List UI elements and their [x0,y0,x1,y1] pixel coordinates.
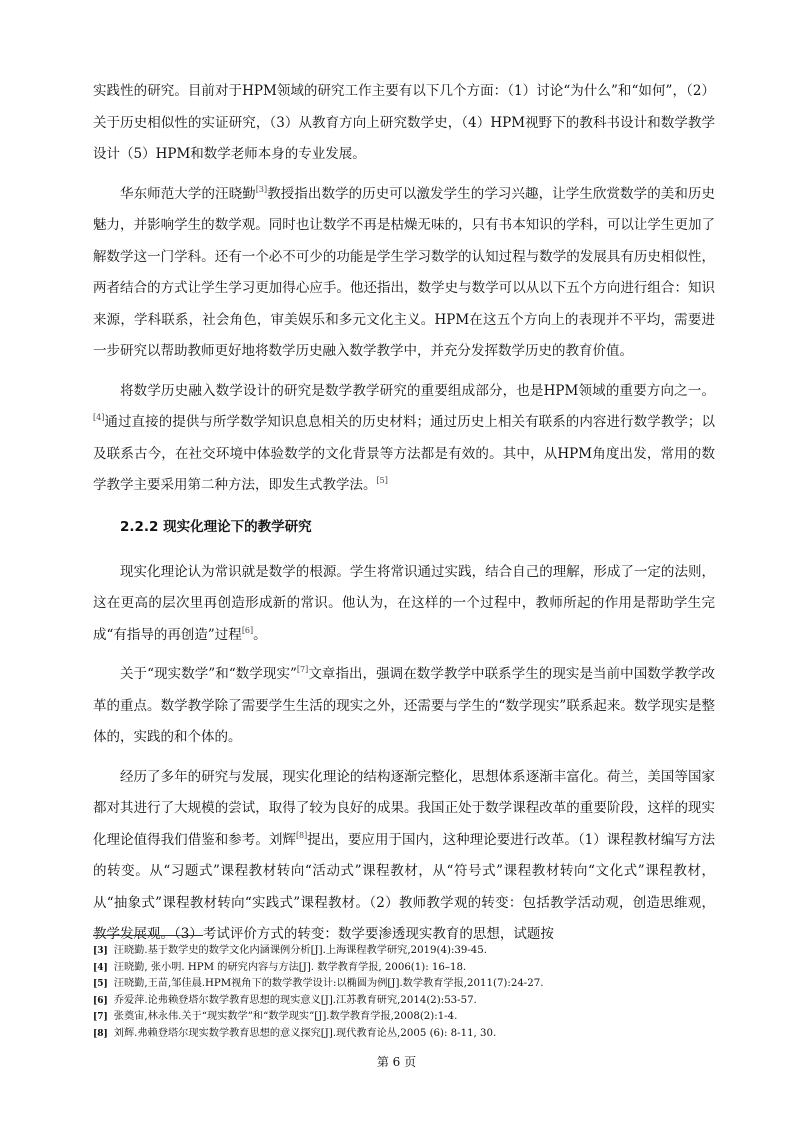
footnote-number: [4] [93,962,108,973]
paragraph-hpm-research-areas [93,76,715,171]
paragraph-text: 实践性的研究。目前对于HPM领域的研究工作主要有以下几个方面：（1）讨论“为什么”和“如何”，（2）关于历史相似性的实证研究，（3）从教育方向上研究数学史，（4）HPM视野下的教科书设计和数学教学设计（5）HPM和数学老师本身的专业发展。 [93,83,715,162]
paragraph-text: 通过直接的提供与所学数学知识息息相关的历史材料；通过历史上相关有联系的内容进行数学教学；以及联系古今，在社交环境中体验数学的文化背景等方法都是有效的。其中，从HPM角度出发，常用的数学教学主要采用第二种方法，即发生式教学法。 [93,414,715,493]
section-heading: 2.2.2 现实化理论下的教学研究 [120,518,312,535]
citation-ref-4[interactable]: [4] [93,413,105,422]
paragraph-reform [93,762,715,951]
paragraph-text: 现实化理论认为常识就是数学的根源。学生将常识通过实践，结合自己的理解，形成了一定的法则，这在更高的层次里再创造形成新的常识。他认为，在这样的一个过程中，教师所起的作用是帮助学生完成“有指导的再创造”过程 [93,563,715,643]
paragraph-history-integration [93,376,715,502]
citation-ref-6[interactable]: [6] [241,625,254,635]
citation-ref-3[interactable]: [3] [255,184,268,194]
citation-ref-7[interactable]: [7] [296,665,309,674]
footnote-number: [7] [93,1012,108,1022]
footnote-text: 刘辉.弗赖登塔尔现实数学教育思想的意义探究[J].现代教育论丛,2005 (6): 8-11, 30. [113,1027,497,1039]
citation-ref-5[interactable]: [5] [376,476,388,485]
footnote-6 [93,993,715,1010]
footnote-5 [93,976,715,993]
footnote-3 [93,943,715,960]
citation-ref-8[interactable]: [8] [295,830,308,840]
footnote-divider [93,935,203,936]
paragraph-text: 经历了多年的研究与发展，现实化理论的结构逐渐完整化，思想体系逐渐丰富化。荷兰，美国等国家都对其进行了大规模的尝试，取得了较为良好的成果。我国正处于数学课程改革的重要阶段，这样的现实化理论值得我们借鉴和参考。刘辉 [93,768,715,848]
footnote-number: [3] [93,946,108,956]
footnote-8 [93,1026,715,1043]
paragraph-text: 华东师范大学的汪晓勤 [120,185,256,202]
paragraph-text: 提出，要应用于国内，这种理论要进行改革。（1）课程教材编写方法的转变。从“习题式”课程教材转向“活动式”课程教材，从“符号式”课程教材转向“文化式”课程教材，从“抽象式”课程教材转向“实践式”课程教材。（2）教师教学观的转变：包括教学活动观，创造思维观，教学发展观。（3）考试评价方式的转变：数学要渗透现实教育的思想，试题按 [93,831,716,942]
footnote-text: 张奠宙,林永伟.关于“现实数学”和“数学现实”[J].数学教育学报,2008(2):1-4. [113,1011,458,1022]
page-number: 第 6 页 [376,1055,417,1069]
footnote-text: 汪晓勤.基于数学史的数学文化内涵课例分析[J].上海课程教学研究,2019(4):39-45. [113,945,487,956]
footnote-7 [93,1009,715,1026]
footnote-number: [8] [93,1028,108,1039]
footnote-text: 汪晓勤, 张小明. HPM 的研究内容与方法[J]. 数学教育学报, 2006(1): 16–18. [113,961,467,973]
footnote-number: [6] [93,995,108,1006]
paragraph-realistic-theory [93,557,715,652]
footnote-4 [93,960,715,977]
paragraph-text: 将数学历史融入数学设计的研究是数学教学研究的重要组成部分，也是HPM领域的重要方向之一。 [120,382,715,399]
paragraph-text: 关于“现实数学”和“数学现实” [120,666,297,682]
paragraph-text: 教授指出数学的历史可以激发学生的学习兴趣，让学生欣赏数学的美和历史魅力，并影响学生的数学观。同时也让数学不再是枯燥无味的，只有书本知识的学科，可以让学生更加了解数学这一门学科。还有一个必不可少的功能是学生学习数学的认知过程与数学的发展具有历史相似性，两者结合的方式让学生学习更加得心应手。他还指出，数学史与数学可以从以下五个方向进行组合：知识来源，学科联系，社会角色，审美娱乐和多元文化主义。HPM在这五个方向上的表现并不平均，需要进一步研究以帮助教师更好地将数学历史融入数学教学中，并充分发挥数学历史的教育价值。 [93,185,715,359]
page-body [93,76,715,959]
footnote-text: 乔爱萍.论弗赖登塔尔数学教育思想的现实意义[J].江苏教育研究,2014(2):53-57. [113,994,477,1006]
paragraph-wang-xiaoqin [93,179,715,368]
paragraph-text: 。 [253,626,267,643]
footnote-text: 汪晓勤,王苗,邹佳晨.HPM视角下的数学教学设计:以椭圆为例[J].数学教育学报,2011(7):24-27. [113,978,544,989]
paragraph-realistic-math [93,659,715,754]
footnote-number: [5] [93,979,108,989]
footnotes [93,943,715,1042]
paragraph-text: 文章指出，强调在数学教学中联系学生的现实是当前中国数学教学改革的重点。数学教学除了需要学生生活的现实之外，还需要与学生的“数学现实”联系起来。数学现实是整体的，实践的和个体的。 [93,666,716,745]
